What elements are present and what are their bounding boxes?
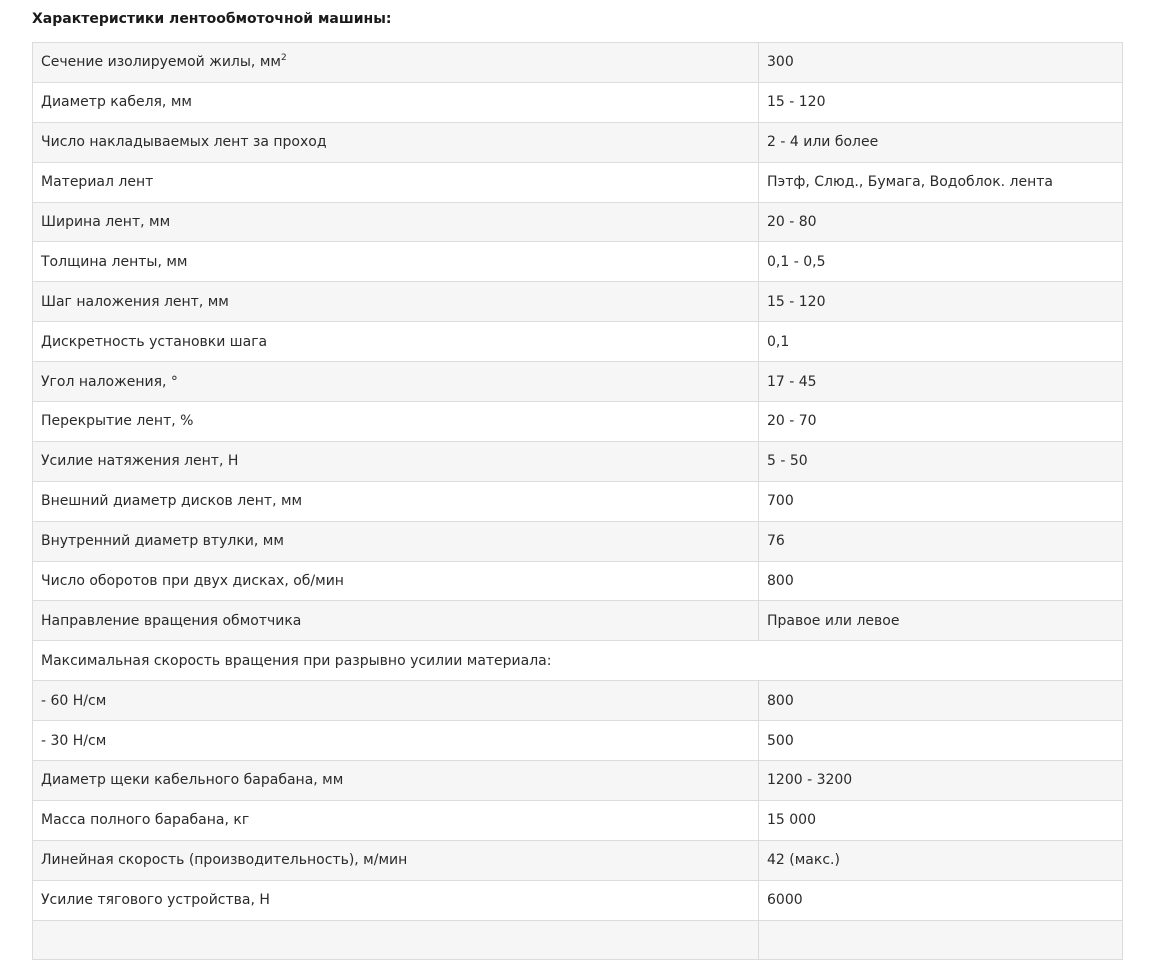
- param-label: Усилие тягового устройства, Н: [41, 892, 270, 909]
- table-row: [33, 441, 1123, 481]
- value-text: 300: [767, 54, 794, 71]
- value-text: 20 - 80: [767, 214, 817, 230]
- value-cell: [759, 162, 1123, 202]
- table-row: [33, 362, 1123, 402]
- param-label: Диаметр щеки кабельного барабана, мм: [41, 772, 344, 789]
- param-cell: [33, 202, 759, 242]
- table-row: [33, 641, 1123, 681]
- value-cell: [759, 840, 1123, 880]
- param-cell: [33, 282, 759, 322]
- param-label: Число накладываемых лент за проход: [41, 134, 327, 151]
- value-text: 1200 - 3200: [767, 772, 853, 789]
- param-label: Шаг наложения лент, мм: [41, 293, 229, 310]
- table-row: [33, 122, 1123, 162]
- param-cell: [33, 761, 759, 801]
- page-title: Характеристики лентообмоточной машины:: [32, 11, 392, 27]
- table-row: [33, 561, 1123, 601]
- param-label: Дискретность установки шага: [41, 333, 268, 350]
- param-label: Максимальная скорость вращения при разрывно усилии материала:: [41, 652, 552, 669]
- param-cell: [33, 402, 759, 442]
- param-label: - 30 Н/см: [41, 732, 107, 749]
- value-text: 76: [767, 533, 785, 550]
- value-text: 800: [767, 692, 794, 709]
- value-cell: [759, 322, 1123, 362]
- value-cell: [759, 202, 1123, 242]
- param-label: Сечение изолируемой жилы, мм: [41, 54, 281, 71]
- param-cell: [33, 840, 759, 880]
- param-cell: [33, 880, 759, 920]
- value-cell: [759, 880, 1123, 920]
- param-label: Перекрытие лент, %: [41, 413, 194, 430]
- param-cell: [33, 521, 759, 561]
- table-row: [33, 202, 1123, 242]
- param-label: Направление вращения обмотчика: [41, 612, 302, 629]
- table-row: [33, 601, 1123, 641]
- value-cell: [759, 43, 1123, 83]
- table-row: [33, 721, 1123, 761]
- value-text: 0,1 - 0,5: [767, 253, 826, 270]
- param-cell: [33, 322, 759, 362]
- param-label: Толщина ленты, мм: [41, 253, 188, 270]
- table-row: [33, 82, 1123, 122]
- param-cell: [33, 920, 759, 960]
- table-row: [33, 880, 1123, 920]
- param-cell: [33, 561, 759, 601]
- value-cell: [759, 481, 1123, 521]
- table-row: [33, 521, 1123, 561]
- value-text: Правое или левое: [767, 612, 900, 629]
- value-cell: [759, 561, 1123, 601]
- value-text: 2 - 4 или более: [767, 134, 879, 151]
- value-cell: [759, 362, 1123, 402]
- spec-table: [32, 42, 1123, 960]
- value-cell: [759, 681, 1123, 721]
- value-text: Пэтф, Слюд., Бумага, Водоблок. лента: [767, 174, 1054, 191]
- param-cell: [33, 800, 759, 840]
- value-text: 20 - 70: [767, 413, 817, 430]
- param-label: Линейная скорость (производительность), м/мин: [41, 852, 408, 869]
- param-label: Угол наложения, °: [41, 373, 178, 390]
- value-cell: [759, 402, 1123, 442]
- value-text: 15 000: [767, 812, 816, 829]
- table-row: [33, 282, 1123, 322]
- value-text: 42 (макс.): [767, 852, 840, 869]
- param-cell: [33, 441, 759, 481]
- param-label: Диаметр кабеля, мм: [41, 94, 192, 111]
- value-text: 700: [767, 493, 794, 510]
- value-text: 0,1: [767, 333, 790, 350]
- table-row: [33, 242, 1123, 282]
- table-row: [33, 761, 1123, 801]
- param-label: - 60 Н/см: [41, 692, 107, 709]
- param-cell: [33, 681, 759, 721]
- param-cell: [33, 641, 1123, 681]
- table-row: [33, 481, 1123, 521]
- value-text: 5 - 50: [767, 453, 808, 470]
- value-cell: [759, 282, 1123, 322]
- value-cell: [759, 441, 1123, 481]
- param-label: Внутренний диаметр втулки, мм: [41, 533, 284, 550]
- param-cell: [33, 82, 759, 122]
- table-row: [33, 402, 1123, 442]
- value-cell: [759, 601, 1123, 641]
- param-cell: [33, 601, 759, 641]
- value-text: 6000: [767, 892, 803, 909]
- value-cell: [759, 82, 1123, 122]
- superscript: 2: [280, 52, 287, 63]
- table-row: [33, 681, 1123, 721]
- value-cell: [759, 761, 1123, 801]
- value-cell: [759, 521, 1123, 561]
- param-cell: [33, 43, 759, 83]
- param-cell: [33, 481, 759, 521]
- table-row: [33, 162, 1123, 202]
- value-text: 15 - 120: [767, 293, 826, 310]
- table-row: [33, 43, 1123, 83]
- value-cell: [759, 242, 1123, 282]
- value-cell: [759, 122, 1123, 162]
- value-text: 17 - 45: [767, 373, 817, 390]
- param-label: Число оборотов при двух дисках, об/мин: [41, 573, 344, 590]
- param-label: Внешний диаметр дисков лент, мм: [41, 493, 303, 510]
- table-row: [33, 322, 1123, 362]
- value-text: 500: [767, 732, 794, 749]
- value-cell: [759, 721, 1123, 761]
- table-row: [33, 800, 1123, 840]
- value-cell: [759, 800, 1123, 840]
- param-cell: [33, 721, 759, 761]
- value-text: 800: [767, 573, 794, 590]
- value-cell: [759, 920, 1123, 960]
- param-cell: [33, 162, 759, 202]
- param-cell: [33, 122, 759, 162]
- param-cell: [33, 362, 759, 402]
- param-label: Усилие натяжения лент, Н: [41, 453, 239, 470]
- value-text: 15 - 120: [767, 94, 826, 111]
- param-label: Материал лент: [41, 174, 154, 191]
- table-row: [33, 840, 1123, 880]
- spec-table-body: [33, 43, 1123, 960]
- table-row: [33, 920, 1123, 960]
- param-cell: [33, 242, 759, 282]
- param-label: Масса полного барабана, кг: [41, 812, 250, 829]
- param-label: Ширина лент, мм: [41, 214, 171, 230]
